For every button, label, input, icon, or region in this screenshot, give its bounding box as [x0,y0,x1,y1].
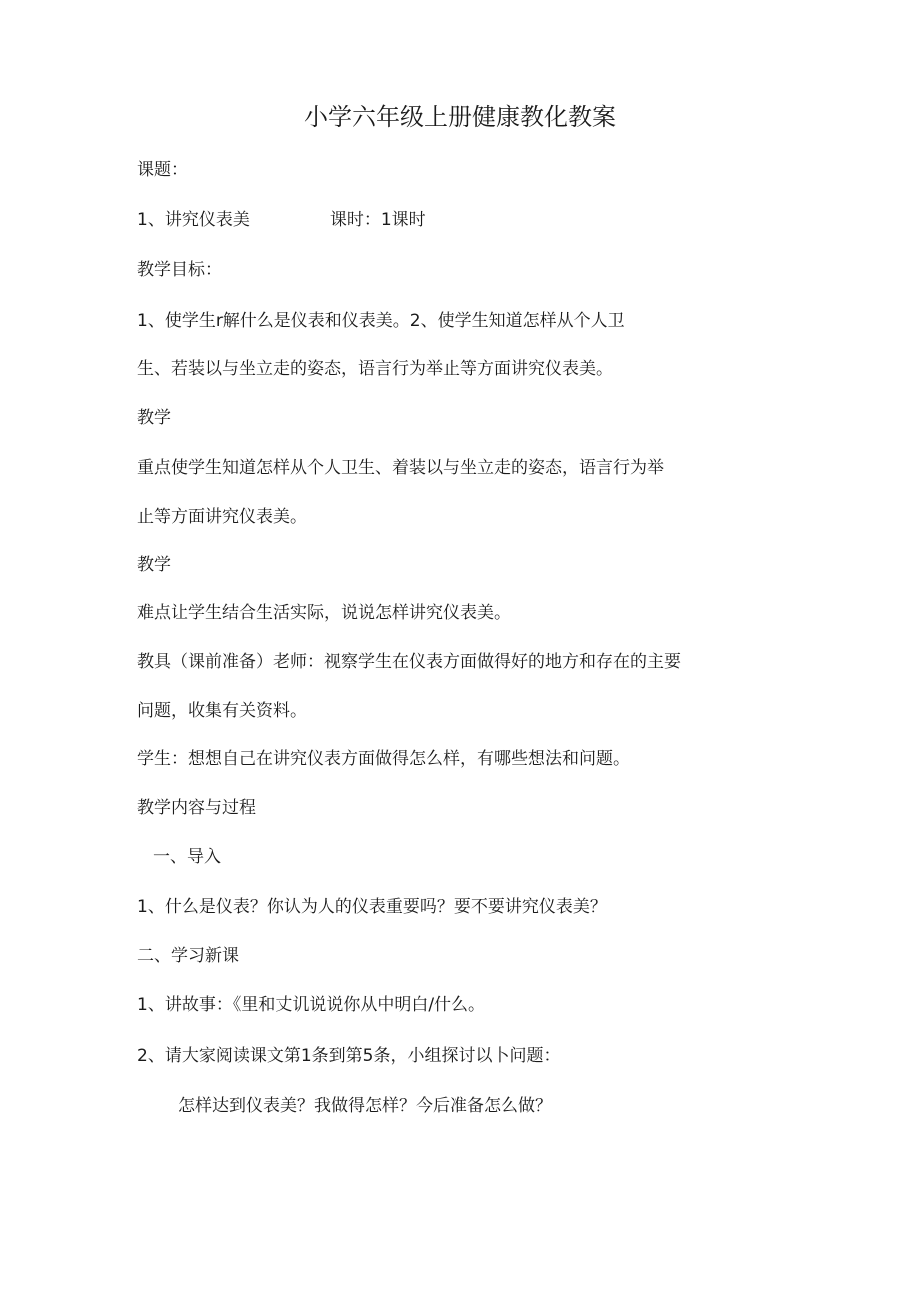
section-2-heading: 二、学习新课 [137,946,239,966]
student-prep: 学生：想想自己在讲究仪表方面做得怎么样，有哪些想法和问题。 [137,749,630,769]
section-1-heading: 一、导入 [153,847,221,867]
topic-label: 课题： [137,160,188,180]
lesson-name: 1、讲究仪表美 [137,210,250,230]
document-title: 小学六年级上册健康教化教案 [304,103,616,131]
key-line-2: 止等方面讲究仪表美。 [137,507,307,527]
lesson-line [137,208,426,232]
prep-line-2: 问题，收集有关资料。 [137,701,307,721]
difficulty-line-1: 难点让学生结合生活实际，说说怎样讲究仪表美。 [137,603,511,623]
lesson-hours: 课时：1课时 [329,210,426,230]
difficulty-label: 教学 [137,555,171,575]
key-label: 教学 [137,408,171,428]
prep-line-1: 教具（课前准备）老师：视察学生在仪表方面做得好的地方和存在的主要 [137,652,681,672]
objectives-label: 教学目标： [137,260,222,280]
section-2-questions: 怎样达到仪表美？我做得怎样？今后准备怎么做？ [178,1096,552,1116]
objective-line-1: 1、使学生r解什么是仪表和仪表美。2、使学生知道怎样从个人卫 [137,311,625,331]
section-1-question: 1、什么是仪表？你认为人的仪表重要吗？要不要讲究仪表美？ [137,897,607,917]
key-line-1: 重点使学生知道怎样从个人卫生、着装以与坐立走的姿态，语言行为举 [137,458,664,478]
section-2-item-2: 2、请大家阅读课文第1条到第5条，小组探讨以卜问题： [137,1046,561,1066]
objective-line-2: 生、若装以与坐立走的姿态，语言行为举止等方面讲究仪表美。 [137,359,613,379]
section-2-item-1: 1、讲故事：《里和丈讥说说你从中明白/什么。 [137,995,486,1015]
process-label: 教学内容与过程 [137,798,256,818]
